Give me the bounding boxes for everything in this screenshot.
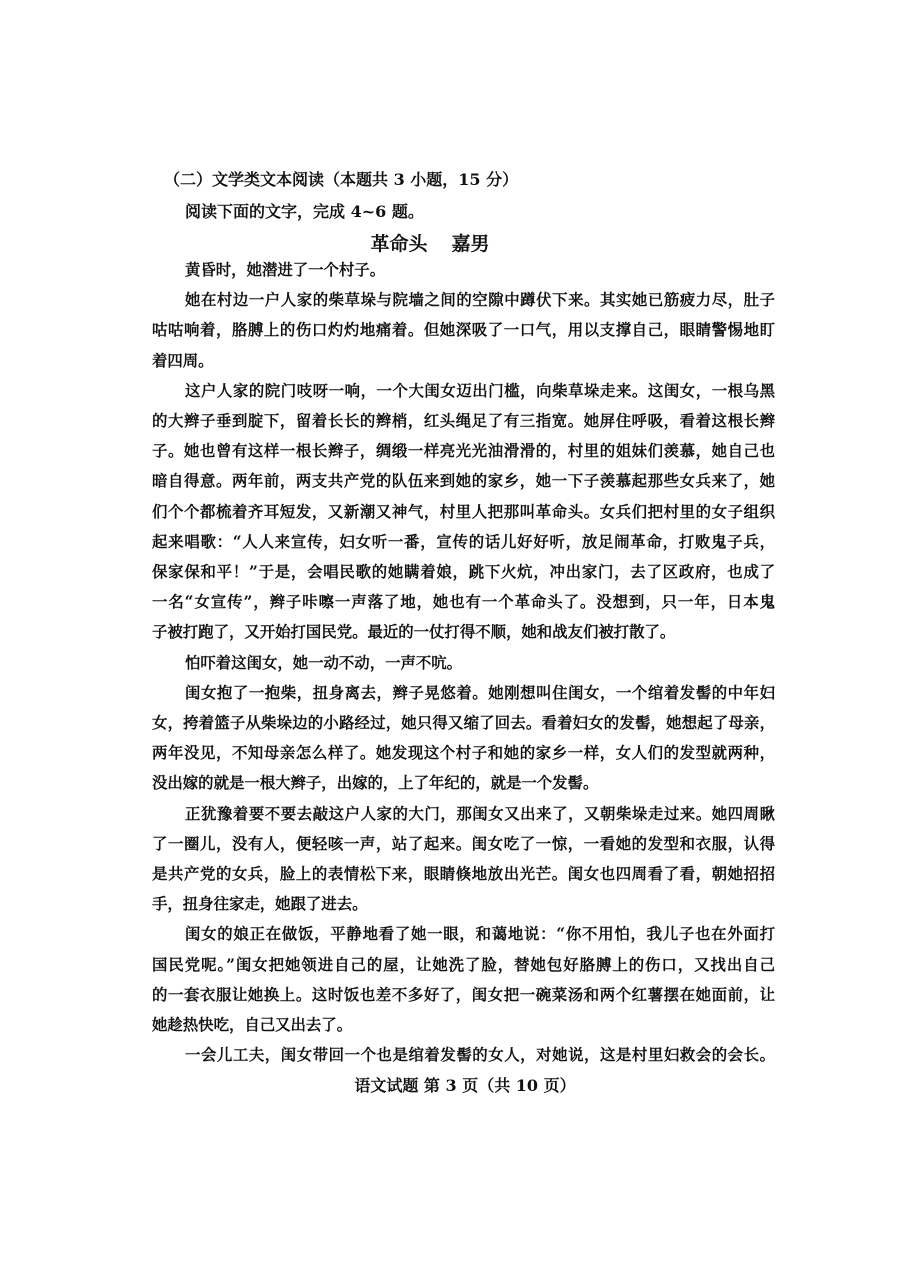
paragraph-line: 女，挎着篮子从柴垛边的小路经过，她只得又缩了回去。看着妇女的发髻，她想起了母亲， bbox=[152, 714, 775, 732]
paragraph-line: 们个个都梳着齐耳短发，又新潮又神气，村里人把那叫革命头。女兵们把村里的女子组织 bbox=[152, 502, 775, 521]
paragraph-line: 这户人家的院门吱呀一响，一个大闺女迈出门槛，向柴草垛走来。这闺女，一根乌黑 bbox=[185, 381, 775, 400]
article-author: 嘉男 bbox=[451, 233, 490, 255]
paragraph-line: 没出嫁的就是一根大辫子，出嫁的，上了年纪的，就是一个发髻。 bbox=[152, 774, 599, 793]
paragraph-line: 子被打跑了，又开始打国民党。最近的一仗打得不顺，她和战友们被打散了。 bbox=[152, 623, 676, 642]
paragraph-line: 暗自得意。两年前，两支共产党的队伍来到她的家乡，她一下子羡慕起那些女兵来了，她 bbox=[152, 472, 775, 491]
paragraph-line: 起来唱歌：“人人来宣传，妇女听一番，宣传的话儿好好听，放足闹革命，打败鬼子兵， bbox=[152, 532, 775, 551]
paragraph-line: 一名“女宣传”，辫子咔嚓一声落了地，她也有一个革命头了。没想到，只一年，日本鬼 bbox=[152, 593, 775, 612]
paragraph-line: 黄昏时，她潜进了一个村子。 bbox=[185, 261, 386, 279]
paragraph-line: 子。她也曾有这样一根长辫子，绸缎一样亮光光油滑滑的，村里的姐妹们羡慕，她自己也 bbox=[152, 442, 775, 461]
paragraph-line: 她趁热快吃，自己又出去了。 bbox=[152, 1016, 353, 1034]
paragraph-line: 国民党呢。”闺女把她领进自己的屋，让她洗了脸，替她包好胳膊上的伤口，又找出自己 bbox=[152, 955, 775, 974]
paragraph-line: 的大辫子垂到腚下，留着长长的辫梢，红头绳足了有三指宽。她屏住呼吸，看着这根长辫 bbox=[152, 412, 775, 430]
paragraph-line: 保家保和平！”于是，会唱民歌的她瞒着娘，跳下火炕，冲出家门，去了区政府，也成了 bbox=[152, 563, 775, 581]
paragraph-line: 正犹豫着要不要去敲这户人家的大门，那闺女又出来了，又朝柴垛走过来。她四周瞅 bbox=[185, 804, 775, 823]
paragraph-line: 闺女的娘正在做饭，平静地看了她一眼，和蔼地说：“你不用怕，我儿子也在外面打 bbox=[185, 925, 775, 944]
instruction: 阅读下面的文字，完成 4~6 题。 bbox=[185, 202, 424, 221]
paragraph-line: 了一圈儿，没有人，便轻咳一声，站了起来。闺女吃了一惊，一看她的发型和衣服，认得 bbox=[152, 834, 775, 853]
paragraph-line: 的一套衣服让她换上。这时饭也差不多好了，闺女把一碗菜汤和两个红薯摆在她面前，让 bbox=[152, 985, 775, 1004]
page-footer: 语文试题 第 3 页（共 10 页） bbox=[354, 1076, 576, 1095]
article-title-block bbox=[0, 230, 860, 258]
paragraph-line: 是共产党的女兵，脸上的表情松下来，眼睛倏地放出光芒。闺女也四周看了看，朝她招招 bbox=[152, 865, 775, 883]
paragraph-line: 怕吓着这闺女，她一动不动，一声不吭。 bbox=[185, 653, 463, 672]
paragraph-line: 一会儿工夫，闺女带回一个也是绾着发髻的女人，对她说，这是村里妇救会的会长。 bbox=[185, 1046, 775, 1065]
paragraph-line: 闺女抱了一抱柴，扭身离去，辫子晃悠着。她刚想叫住闺女，一个绾着发髻的中年妇 bbox=[185, 683, 775, 702]
paragraph-line: 咕咕响着，胳膊上的伤口灼灼地痛着。但她深吸了一口气，用以支撑自己，眼睛警惕地盯 bbox=[152, 321, 775, 340]
section-heading: （二）文学类文本阅读（本题共 3 小题，15 分） bbox=[164, 170, 519, 189]
article-title: 革命头 bbox=[370, 233, 428, 255]
paragraph-line: 着四周。 bbox=[152, 351, 214, 370]
paragraph-line: 两年没见，不知母亲怎么样了。她发现这个村子和她的家乡一样，女人们的发型就两种， bbox=[152, 744, 775, 763]
paragraph-line: 手，扭身往家走，她跟了进去。 bbox=[152, 895, 368, 914]
paragraph-line: 她在村边一户人家的柴草垛与院墙之间的空隙中蹲伏下来。其实她已筋疲力尽，肚子 bbox=[185, 291, 775, 310]
